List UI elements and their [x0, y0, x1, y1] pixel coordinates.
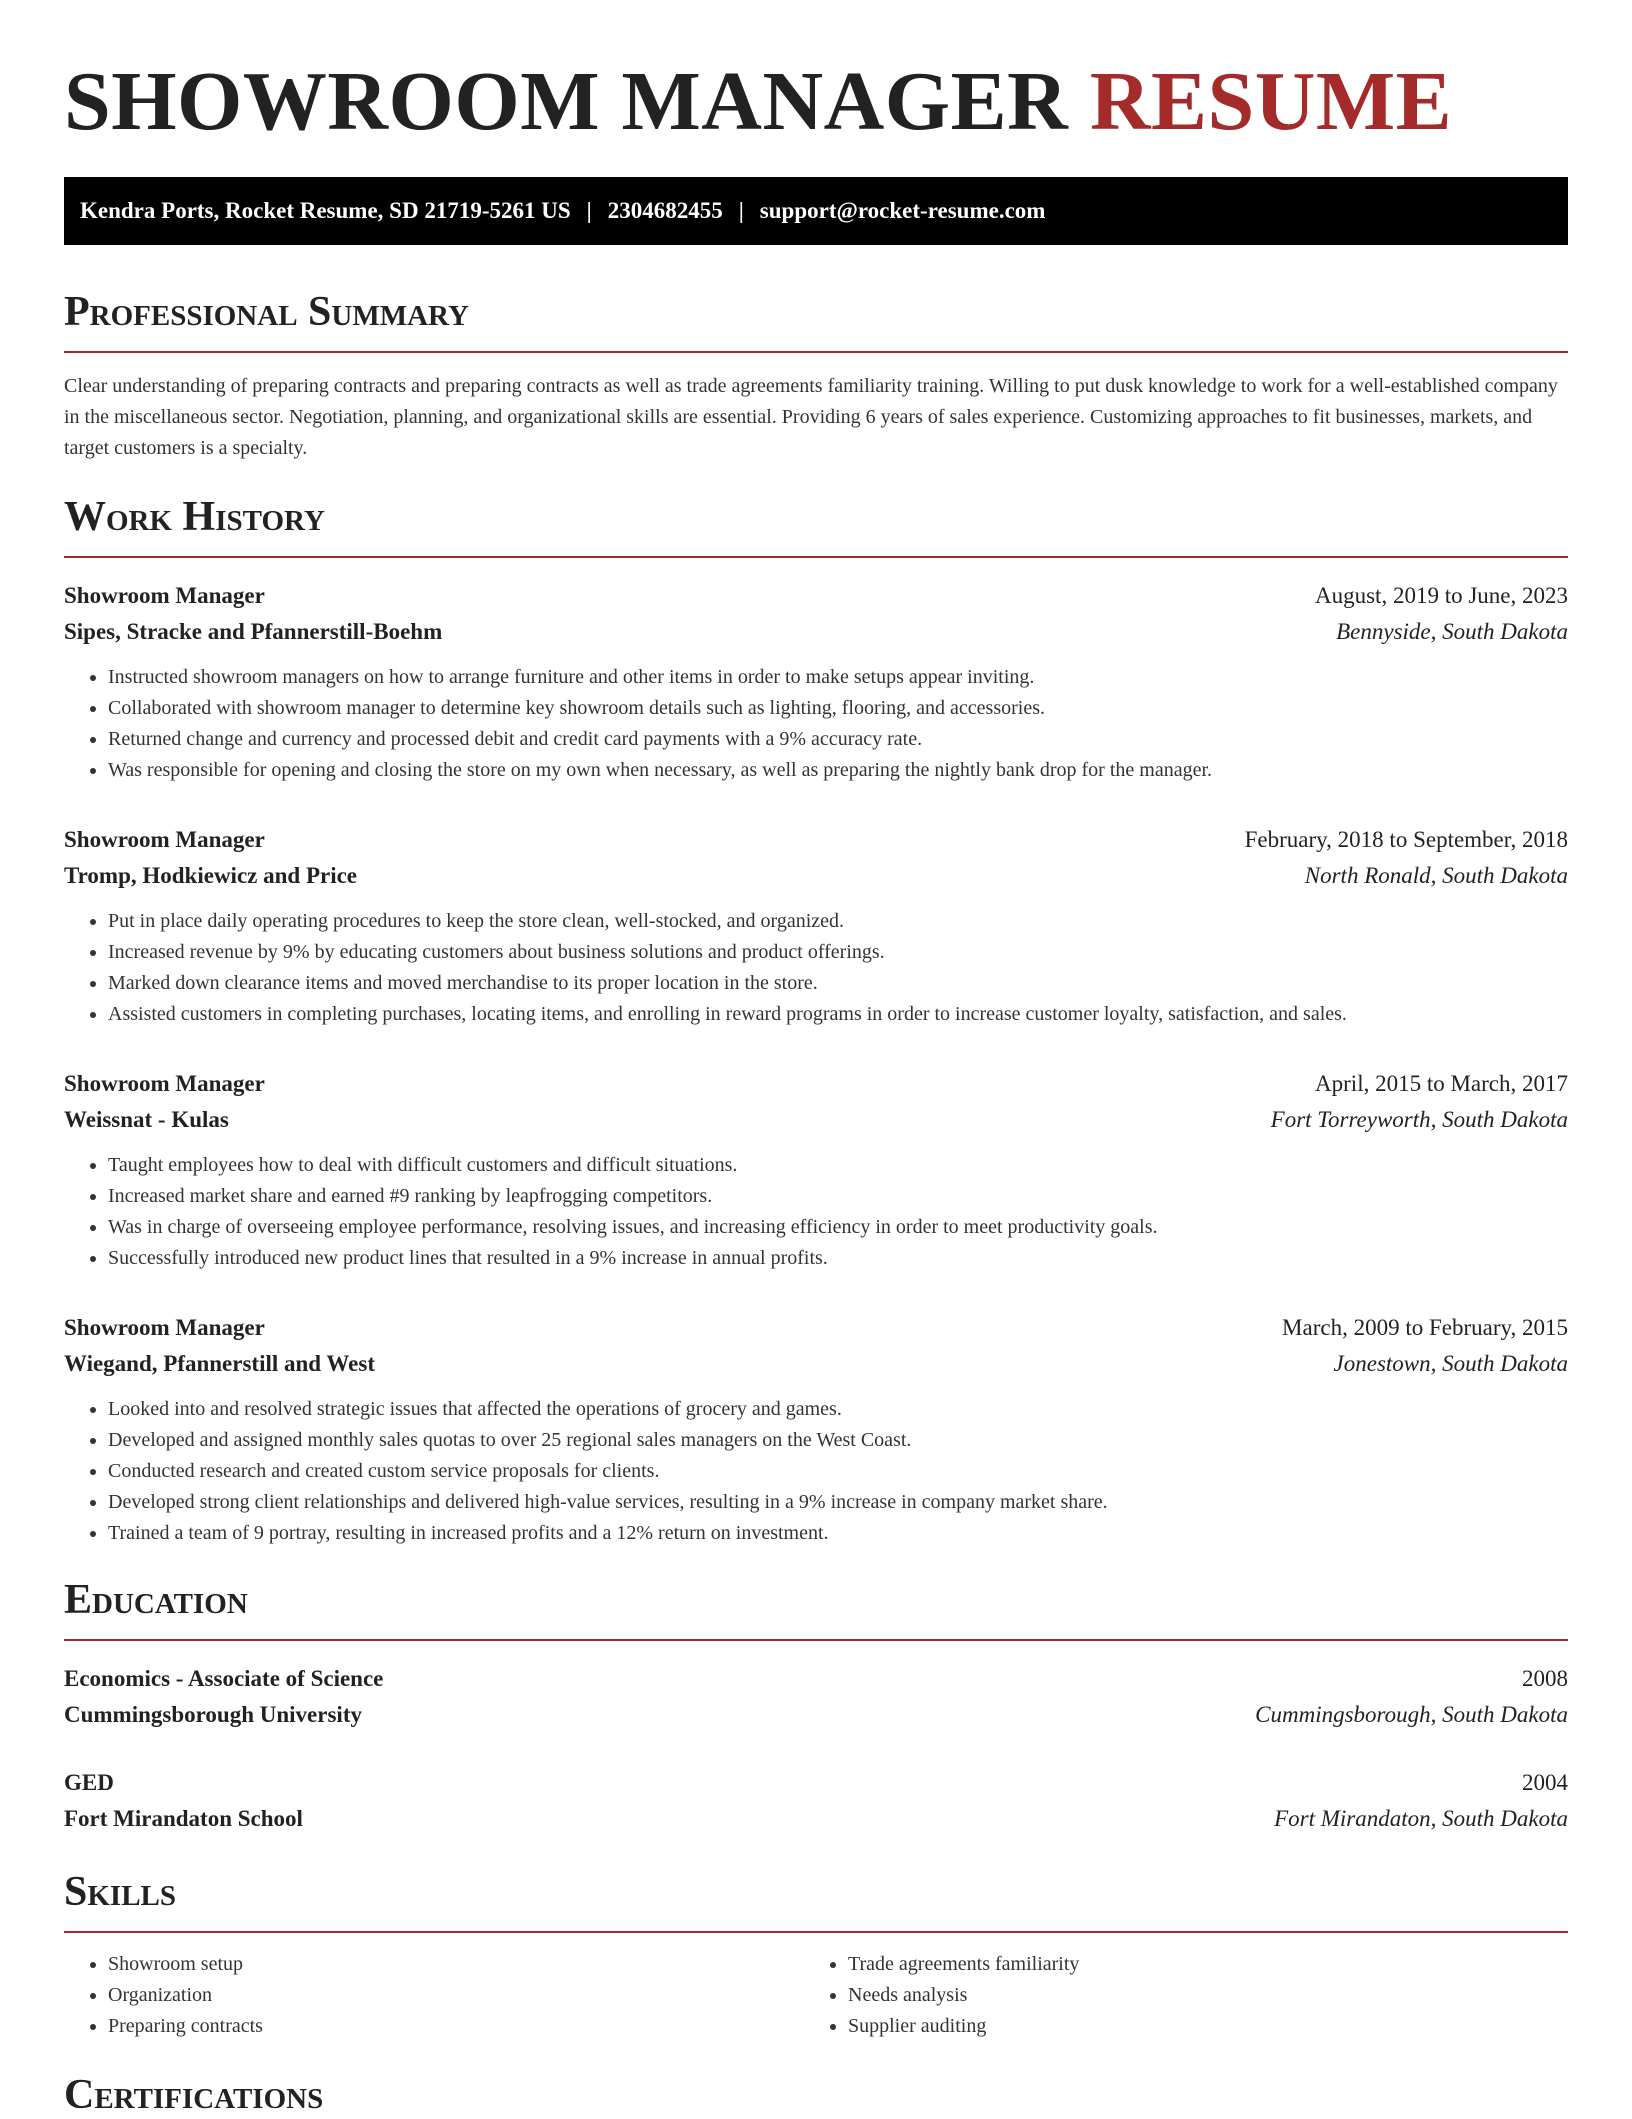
- education-year: 2008: [1522, 1666, 1568, 1692]
- job-company: Wiegand, Pfannerstill and West: [64, 1350, 375, 1376]
- job-location: North Ronald, South Dakota: [1304, 862, 1568, 888]
- section-divider: [64, 1931, 1568, 1933]
- list-item: • Successfully introduced new product lines that resulted in a 9% increase in annual profits.: [108, 1243, 1568, 1274]
- page-title: [64, 54, 1568, 151]
- list-item: • Increased market share and earned #9 ranking by leapfrogging competitors.: [108, 1181, 1568, 1212]
- certifications-heading: Certifications: [64, 2072, 324, 2119]
- list-item: • Was in charge of overseeing employee performance, resolving issues, and increasing efficiency in order to meet productivity goals.: [108, 1212, 1568, 1243]
- list-item: • Increased revenue by 9% by educating customers about business solutions and product offerings.: [108, 937, 1568, 968]
- job-bullets: [64, 906, 1568, 1030]
- job-dates: March, 2009 to February, 2015: [1282, 1314, 1568, 1340]
- section-divider: [64, 556, 1568, 558]
- job-dates: April, 2015 to March, 2017: [1315, 1070, 1568, 1096]
- job-company: Tromp, Hodkiewicz and Price: [64, 862, 358, 888]
- skill-item: • Trade agreements familiarity: [848, 1949, 1544, 1980]
- list-item: • Looked into and resolved strategic issues that affected the operations of grocery and games.: [108, 1394, 1568, 1425]
- job-title: Showroom Manager: [64, 582, 265, 608]
- education-school: Cummingsborough University: [64, 1702, 362, 1728]
- job-title: Showroom Manager: [64, 1314, 265, 1340]
- education-degree: GED: [64, 1770, 114, 1796]
- contact-bar: [64, 177, 1568, 245]
- job-entry: [64, 1310, 1568, 1549]
- job-title: Showroom Manager: [64, 1070, 265, 1096]
- list-item: • Was responsible for opening and closing the store on my own when necessary, as well as preparing the nightly bank drop for the manager.: [108, 755, 1568, 786]
- list-item: • Conducted research and created custom service proposals for clients.: [108, 1456, 1568, 1487]
- list-item: • Returned change and currency and processed debit and credit card payments with a 9% accuracy rate.: [108, 724, 1568, 755]
- job-title: Showroom Manager: [64, 826, 265, 852]
- job-entry: [64, 822, 1568, 1030]
- education-entry: [64, 1661, 1568, 1733]
- section-divider: [64, 351, 1568, 353]
- contact-address: Kendra Ports, Rocket Resume, SD 21719-5261 US: [80, 197, 571, 223]
- job-bullets: [64, 1150, 1568, 1274]
- skills-list: [64, 1949, 1568, 2042]
- job-bullets: [64, 1394, 1568, 1549]
- job-location: Fort Torreyworth, South Dakota: [1270, 1106, 1568, 1132]
- list-item: • Marked down clearance items and moved merchandise to its proper location in the store.: [108, 968, 1568, 999]
- contact-separator: |: [586, 197, 592, 223]
- job-entry: [64, 1066, 1568, 1274]
- education-school: Fort Mirandaton School: [64, 1806, 303, 1832]
- skills-column-right: [804, 1949, 1544, 2042]
- job-entry: [64, 578, 1568, 786]
- skill-item: • Preparing contracts: [108, 2011, 804, 2042]
- job-company: Weissnat - Kulas: [64, 1106, 229, 1132]
- contact-separator: |: [738, 197, 744, 223]
- job-bullets: [64, 662, 1568, 786]
- contact-phone: 2304682455: [607, 197, 723, 223]
- education-degree: Economics - Associate of Science: [64, 1666, 384, 1692]
- list-item: • Assisted customers in completing purchases, locating items, and enrolling in reward programs in order to increase customer loyalty, satisfaction, and sales.: [108, 999, 1568, 1030]
- contact-email: support@rocket-resume.com: [759, 197, 1046, 223]
- list-item: • Taught employees how to deal with difficult customers and difficult situations.: [108, 1150, 1568, 1181]
- skill-item: • Showroom setup: [108, 1949, 804, 1980]
- list-item: • Developed strong client relationships and delivered high-value services, resulting in a 9% increase in company market share.: [108, 1487, 1568, 1518]
- title-accent: RESUME: [1089, 55, 1453, 148]
- list-item: • Put in place daily operating procedures to keep the store clean, well-stocked, and organized.: [108, 906, 1568, 937]
- skills-heading: Skills: [64, 1869, 177, 1916]
- section-divider: [64, 1639, 1568, 1641]
- skill-item: • Supplier auditing: [848, 2011, 1544, 2042]
- job-dates: August, 2019 to June, 2023: [1315, 582, 1568, 608]
- job-location: Bennyside, South Dakota: [1336, 618, 1568, 644]
- education-year: 2004: [1522, 1770, 1568, 1796]
- job-dates: February, 2018 to September, 2018: [1244, 826, 1568, 852]
- education-location: Cummingsborough, South Dakota: [1255, 1702, 1568, 1728]
- education-heading: Education: [64, 1576, 248, 1623]
- title-main: SHOWROOM MANAGER: [64, 55, 1069, 148]
- education-entry: [64, 1765, 1568, 1837]
- list-item: • Developed and assigned monthly sales quotas to over 25 regional sales managers on the West Coast.: [108, 1425, 1568, 1456]
- job-location: Jonestown, South Dakota: [1333, 1350, 1568, 1376]
- education-location: Fort Mirandaton, South Dakota: [1274, 1806, 1568, 1832]
- skill-item: • Needs analysis: [848, 1980, 1544, 2011]
- work-history-heading: Work History: [64, 493, 325, 540]
- list-item: • Collaborated with showroom manager to determine key showroom details such as lighting, flooring, and accessories.: [108, 693, 1568, 724]
- skill-item: • Organization: [108, 1980, 804, 2011]
- summary-heading: Professional Summary: [64, 288, 469, 335]
- summary-text: Clear understanding of preparing contracts and preparing contracts as well as trade agreements familiarity training. Willing to put dusk knowledge to work for a well-established company in the miscellaneous sector. Negotiation, planning, and organizational skills are essential. Providing 6 years of sales experience. Customizing approaches to fit businesses, markets, and target customers is a specialty.: [64, 374, 1558, 459]
- list-item: • Instructed showroom managers on how to arrange furniture and other items in order to make setups appear inviting.: [108, 662, 1568, 693]
- job-company: Sipes, Stracke and Pfannerstill-Boehm: [64, 618, 443, 644]
- skills-column-left: [64, 1949, 804, 2042]
- list-item: • Trained a team of 9 portray, resulting in increased profits and a 12% return on investment.: [108, 1518, 1568, 1549]
